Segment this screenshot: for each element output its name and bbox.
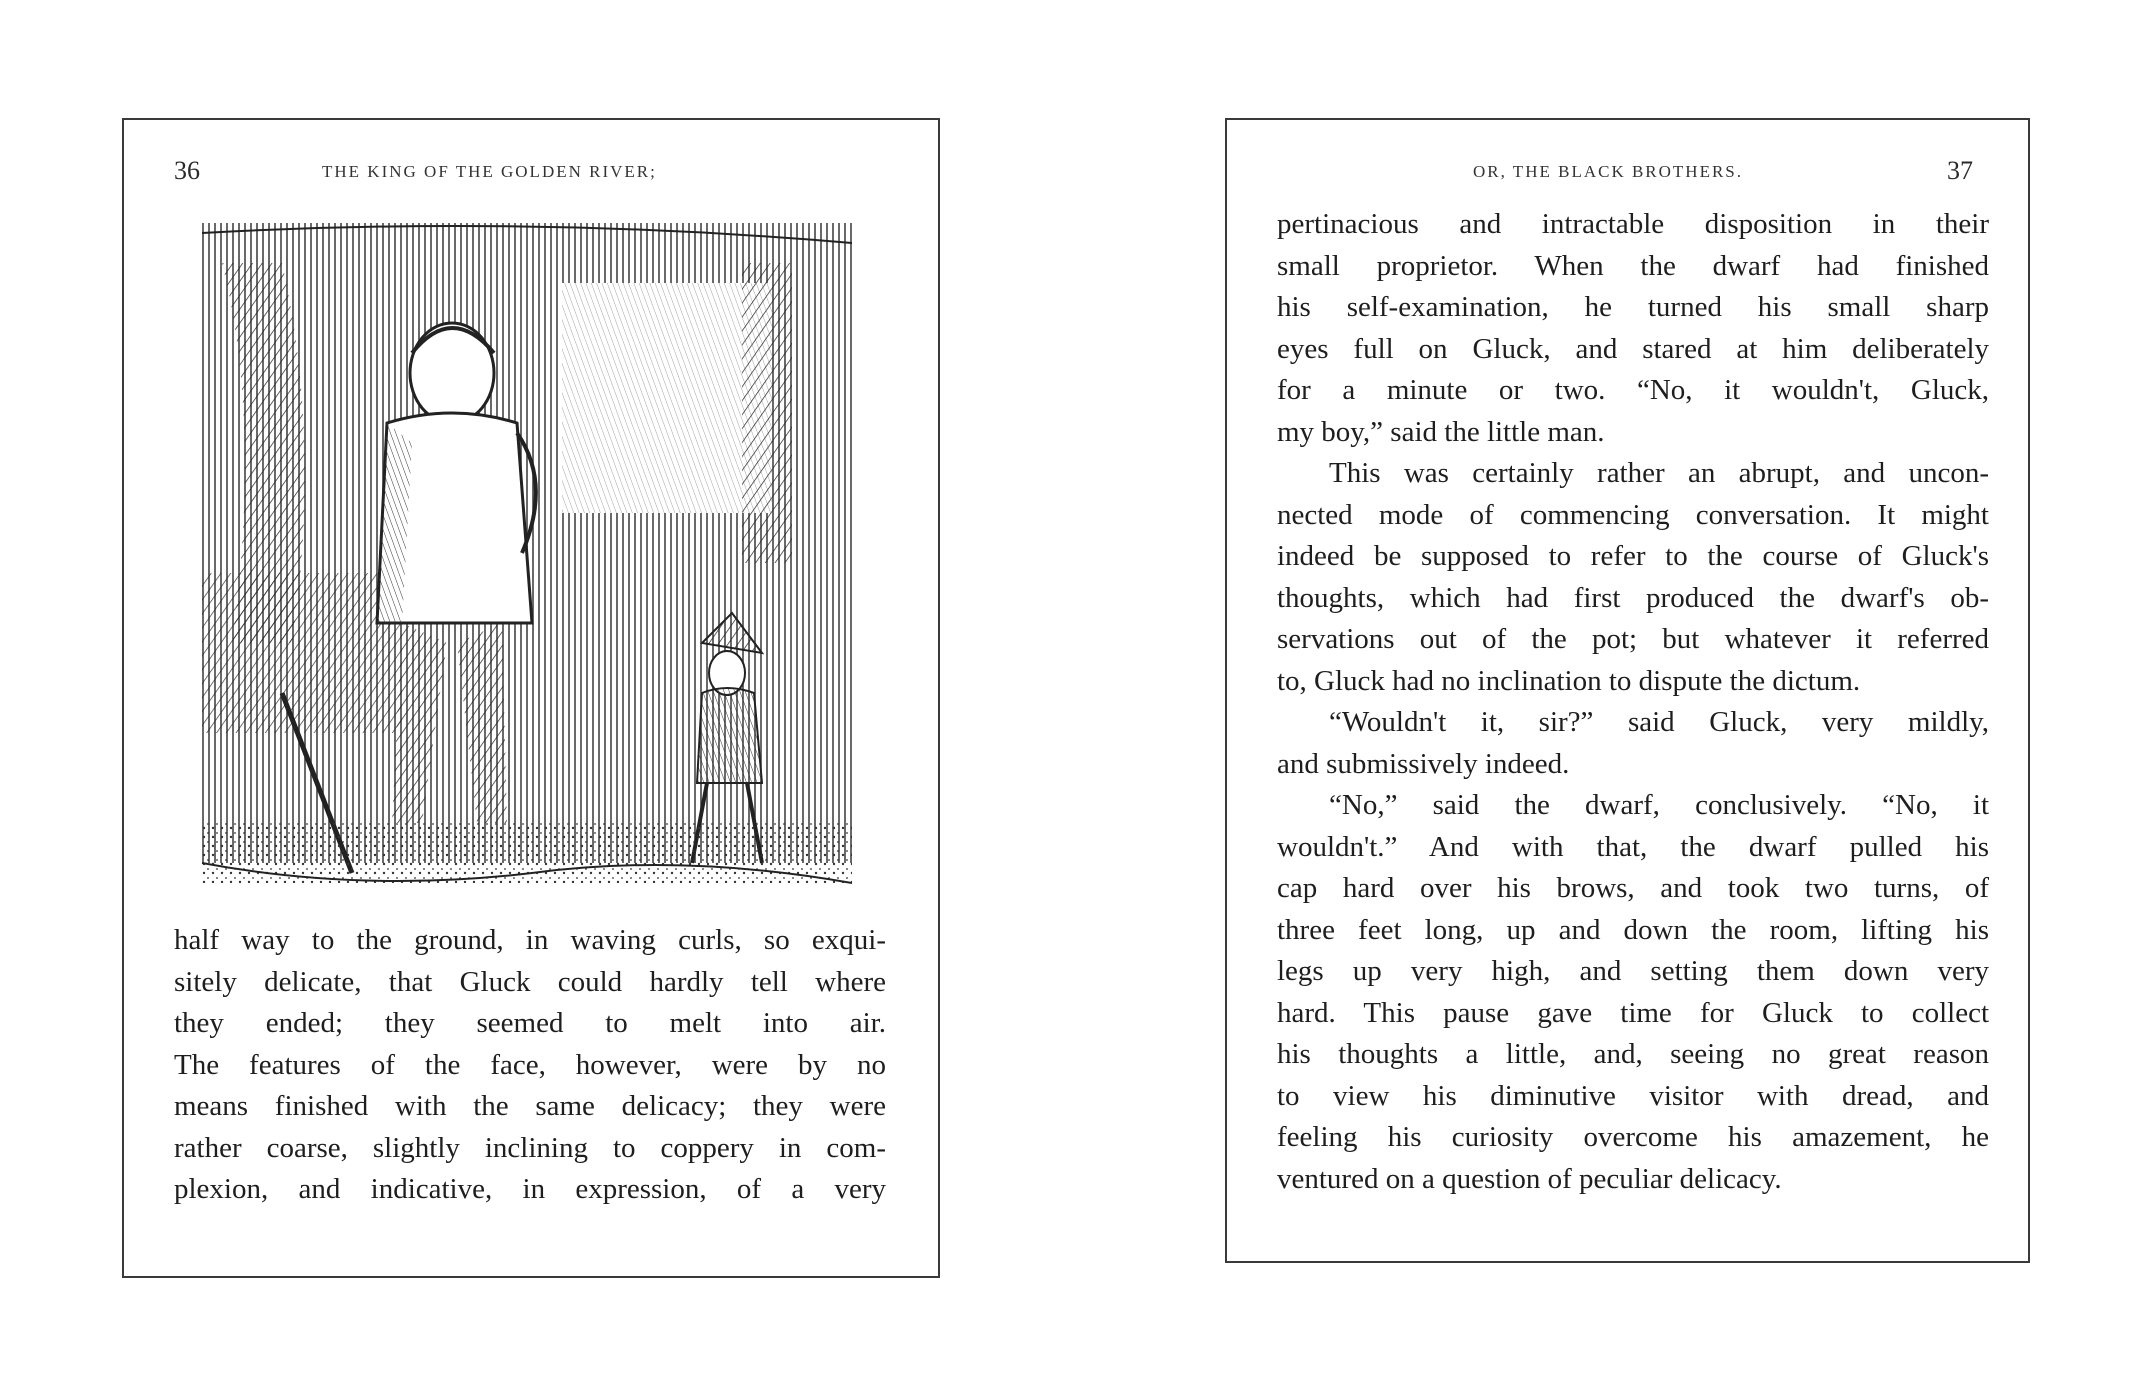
frame-top-line [1225,118,2030,120]
frame-left-line [122,118,124,1278]
text-line: hard. This pause gave time for Gluck to collect [1277,996,1989,1029]
left-page [122,118,940,1278]
right-body-text [1277,204,1989,1200]
page-number: 36 [174,156,200,185]
text-line: and submissively indeed. [1277,747,1570,780]
text-line: legs up very high, and setting them down very [1277,955,1989,987]
frame-right-line [2028,118,2030,1263]
text-line: “No,” said the dwarf, conclusively. “No, it [1329,789,1989,821]
text-line: “Wouldn't it, sir?” said Gluck, very mildly, [1329,706,1989,738]
text-line: cap hard over his brows, and took two turns, of [1277,872,1989,904]
text-line: pertinacious and intractable disposition in their [1277,208,1989,240]
text-line: thoughts, which had first produced the dwarf's ob- [1277,581,1989,614]
text-line: they ended; they seemed to melt into air. [174,1007,886,1039]
text-line: for a minute or two. “No, it wouldn't, Gluck, [1277,374,1989,406]
text-line: his self-examination, he turned his small sharp [1277,291,1989,323]
text-line: The features of the face, however, were by no [174,1048,886,1081]
text-line: his thoughts a little, and, seeing no great reason [1277,1038,1989,1070]
text-line: rather coarse, slightly inclining to coppery in com- [174,1131,886,1164]
text-line: wouldn't.” And with that, the dwarf pulled his [1277,830,1989,863]
right-page [1225,118,2030,1263]
frame-right-line [938,118,940,1278]
paragraph [1277,785,1989,1200]
text-line: plexion, and indicative, in expression, of a very [174,1173,886,1205]
engraving-illustration [202,223,852,903]
frame-top-line [122,118,940,120]
page-number: 37 [1947,156,1973,185]
text-line: feeling his curiosity overcome his amazement, he [1277,1121,1989,1153]
text-line: three feet long, up and down the room, lifting his [1277,913,1989,946]
paragraph [1277,702,1989,785]
text-line: eyes full on Gluck, and stared at him deliberately [1277,332,1989,365]
text-line: indeed be supposed to refer to the course of Gluck's [1277,540,1989,572]
text-line: ventured on a question of peculiar delicacy. [1277,1162,1782,1195]
text-line: means finished with the same delicacy; they were [174,1090,886,1122]
frame-left-line [1225,118,1227,1263]
paragraph [1277,453,1989,702]
text-line: half way to the ground, in waving curls, so exqui- [174,924,886,956]
text-line: my boy,” said the little man. [1277,415,1605,448]
text-line: small proprietor. When the dwarf had finished [1277,249,1989,282]
frame-bottom-line [122,1276,940,1278]
frame-bottom-line [1225,1261,2030,1263]
left-body-text [174,920,886,1211]
paragraph [1277,204,1989,453]
text-line: This was certainly rather an abrupt, and uncon- [1329,457,1989,489]
running-head: THE KING OF THE GOLDEN RIVER; [322,162,657,181]
text-line: to view his diminutive visitor with dread, and [1277,1079,1989,1112]
running-head: OR, THE BLACK BROTHERS. [1473,162,1744,181]
text-line: sitely delicate, that Gluck could hardly tell where [174,965,886,998]
text-line: nected mode of commencing conversation. It might [1277,498,1989,531]
text-line: to, Gluck had no inclination to dispute the dictum. [1277,664,1861,697]
text-line: servations out of the pot; but whatever it referred [1277,623,1989,655]
